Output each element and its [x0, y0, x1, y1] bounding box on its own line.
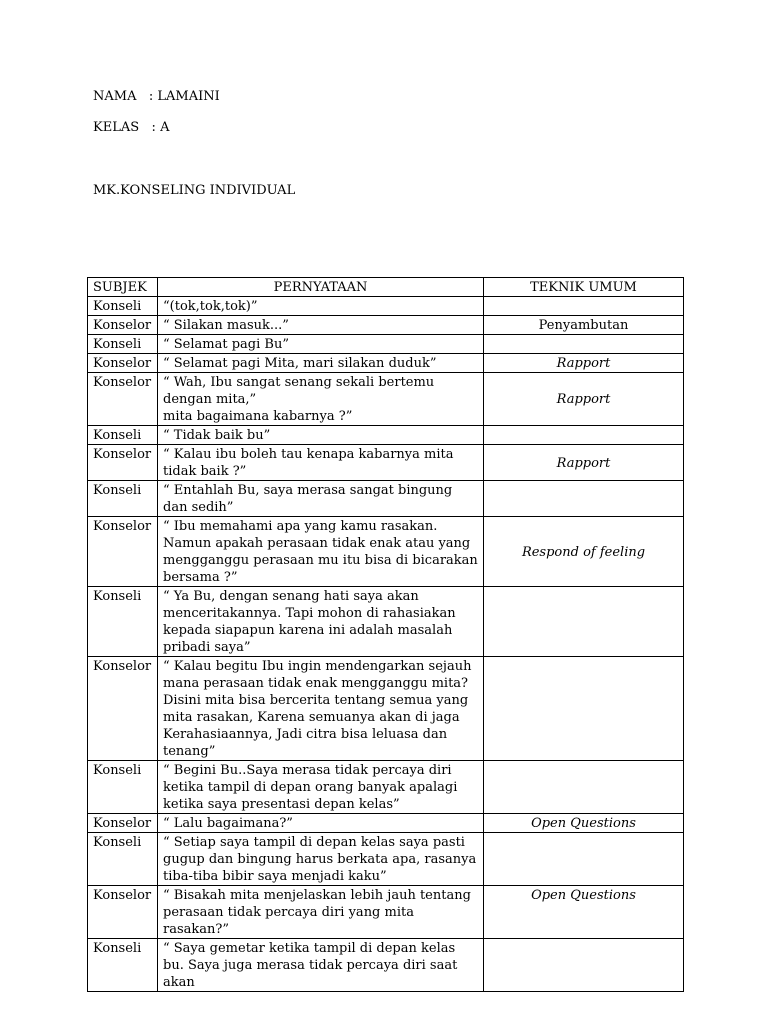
cell-pernyataan	[158, 814, 484, 833]
cell-pernyataan	[158, 354, 484, 373]
table-row	[88, 426, 684, 445]
table-row	[88, 814, 684, 833]
cell-pernyataan	[158, 761, 484, 814]
cell-subjek: Konselor	[88, 373, 158, 426]
cell-pernyataan	[158, 445, 484, 481]
table-row	[88, 886, 684, 939]
table-row	[88, 481, 684, 517]
cell-teknik	[484, 587, 684, 657]
table-header-row	[88, 278, 684, 297]
cell-teknik	[484, 426, 684, 445]
statement-text: “ Bisakah mita menjelaskan lebih jauh tentang perasaan tidak percaya diri yang mita rasakan?”	[163, 888, 471, 937]
statement-text: “ Kalau ibu boleh tau kenapa kabarnya mita tidak baik ?”	[163, 447, 454, 479]
table-row	[88, 354, 684, 373]
cell-teknik	[484, 335, 684, 354]
cell-subjek: Konseli	[88, 761, 158, 814]
dialogue-table	[87, 277, 684, 992]
table-row	[88, 833, 684, 886]
cell-subjek: Konselor	[88, 354, 158, 373]
kelas-line: KELAS : A	[93, 120, 170, 135]
statement-text: “ Silakan masuk...”	[163, 318, 289, 333]
table-row	[88, 297, 684, 316]
table-row	[88, 316, 684, 335]
table-row	[88, 517, 684, 587]
cell-subjek: Konselor	[88, 445, 158, 481]
statement-text: “ Saya gemetar ketika tampil di depan kelas bu. Saya juga merasa tidak percaya diri saat akan	[163, 941, 458, 990]
cell-subjek: Konseli	[88, 297, 158, 316]
table-row	[88, 373, 684, 426]
cell-pernyataan	[158, 426, 484, 445]
statement-text: “ Ya Bu, dengan senang hati saya akan menceritakannya. Tapi mohon di rahasiakan kepada siapapun karena ini adalah masalah pribadi saya”	[163, 589, 456, 655]
cell-teknik	[484, 761, 684, 814]
cell-teknik: Penyambutan	[484, 316, 684, 335]
statement-text: “ Kalau begitu Ibu ingin mendengarkan sejauh mana perasaan tidak enak mengganggu mita? Disini mita bisa bercerita tentang semua yang mita rasakan, Karena semuanya akan di jaga Kerahasiaannya, Jadi citra bisa leluasa dan tenang”	[163, 659, 472, 759]
statement-text: “ Lalu bagaimana?”	[163, 816, 293, 831]
statement-text: “ Entahlah Bu, saya merasa sangat bingung dan sedih”	[163, 483, 453, 515]
header-teknik: TEKNIK UMUM	[484, 278, 684, 297]
cell-teknik	[484, 297, 684, 316]
cell-teknik: Rapport	[484, 373, 684, 426]
cell-subjek: Konseli	[88, 939, 158, 992]
cell-pernyataan	[158, 587, 484, 657]
statement-text: “ Selamat pagi Mita, mari silakan duduk”	[163, 356, 437, 371]
cell-teknik	[484, 657, 684, 761]
header-pernyataan: PERNYATAAN	[158, 278, 484, 297]
cell-pernyataan	[158, 316, 484, 335]
nama-label: NAMA	[93, 89, 137, 104]
cell-teknik: Open Questions	[484, 886, 684, 939]
cell-subjek: Konselor	[88, 517, 158, 587]
statement-text: mita bagaimana kabarnya ?”	[163, 409, 353, 424]
cell-subjek: Konselor	[88, 814, 158, 833]
cell-subjek: Konseli	[88, 833, 158, 886]
cell-teknik: Rapport	[484, 354, 684, 373]
cell-teknik: Open Questions	[484, 814, 684, 833]
statement-text: “ Ibu memahami apa yang kamu rasakan. Namun apakah perasaan tidak enak atau yang mengganggu perasaan mu itu bisa di bicarakan bersama ?”	[163, 519, 478, 585]
cell-teknik	[484, 833, 684, 886]
course-title: MK.KONSELING INDIVIDUAL	[93, 183, 296, 198]
statement-text: “ Tidak baik bu”	[163, 428, 271, 443]
statement-text: “(tok,tok,tok)”	[163, 299, 258, 314]
statement-text: “ Setiap saya tampil di depan kelas saya pasti gugup dan bingung harus berkata apa, rasanya tiba-tiba bibir saya menjadi kaku”	[163, 835, 477, 884]
statement-text: “ Begini Bu..Saya merasa tidak percaya diri ketika tampil di depan orang banyak apalagi ketika saya presentasi depan kelas”	[163, 763, 458, 812]
table-row	[88, 657, 684, 761]
table-row	[88, 761, 684, 814]
table-row	[88, 335, 684, 354]
cell-pernyataan	[158, 939, 484, 992]
table-row	[88, 939, 684, 992]
cell-teknik	[484, 939, 684, 992]
cell-pernyataan	[158, 373, 484, 426]
kelas-label: KELAS	[93, 120, 140, 135]
cell-subjek: Konseli	[88, 481, 158, 517]
table-row	[88, 445, 684, 481]
cell-pernyataan	[158, 335, 484, 354]
cell-subjek: Konseli	[88, 335, 158, 354]
cell-teknik: Respond of feeling	[484, 517, 684, 587]
cell-subjek: Konseli	[88, 587, 158, 657]
cell-subjek: Konseli	[88, 426, 158, 445]
cell-pernyataan	[158, 886, 484, 939]
cell-subjek: Konselor	[88, 886, 158, 939]
cell-pernyataan	[158, 481, 484, 517]
cell-pernyataan	[158, 297, 484, 316]
cell-subjek: Konselor	[88, 657, 158, 761]
cell-subjek: Konselor	[88, 316, 158, 335]
cell-pernyataan	[158, 517, 484, 587]
statement-text: “ Selamat pagi Bu”	[163, 337, 289, 352]
header-subjek: SUBJEK	[88, 278, 158, 297]
cell-pernyataan	[158, 657, 484, 761]
cell-teknik	[484, 481, 684, 517]
nama-value: LAMAINI	[157, 89, 220, 104]
table-row	[88, 587, 684, 657]
statement-text: “ Wah, Ibu sangat senang sekali bertemu dengan mita,”	[163, 375, 435, 407]
kelas-value: A	[160, 120, 170, 135]
nama-line: NAMA : LAMAINI	[93, 89, 220, 104]
cell-pernyataan	[158, 833, 484, 886]
cell-teknik: Rapport	[484, 445, 684, 481]
